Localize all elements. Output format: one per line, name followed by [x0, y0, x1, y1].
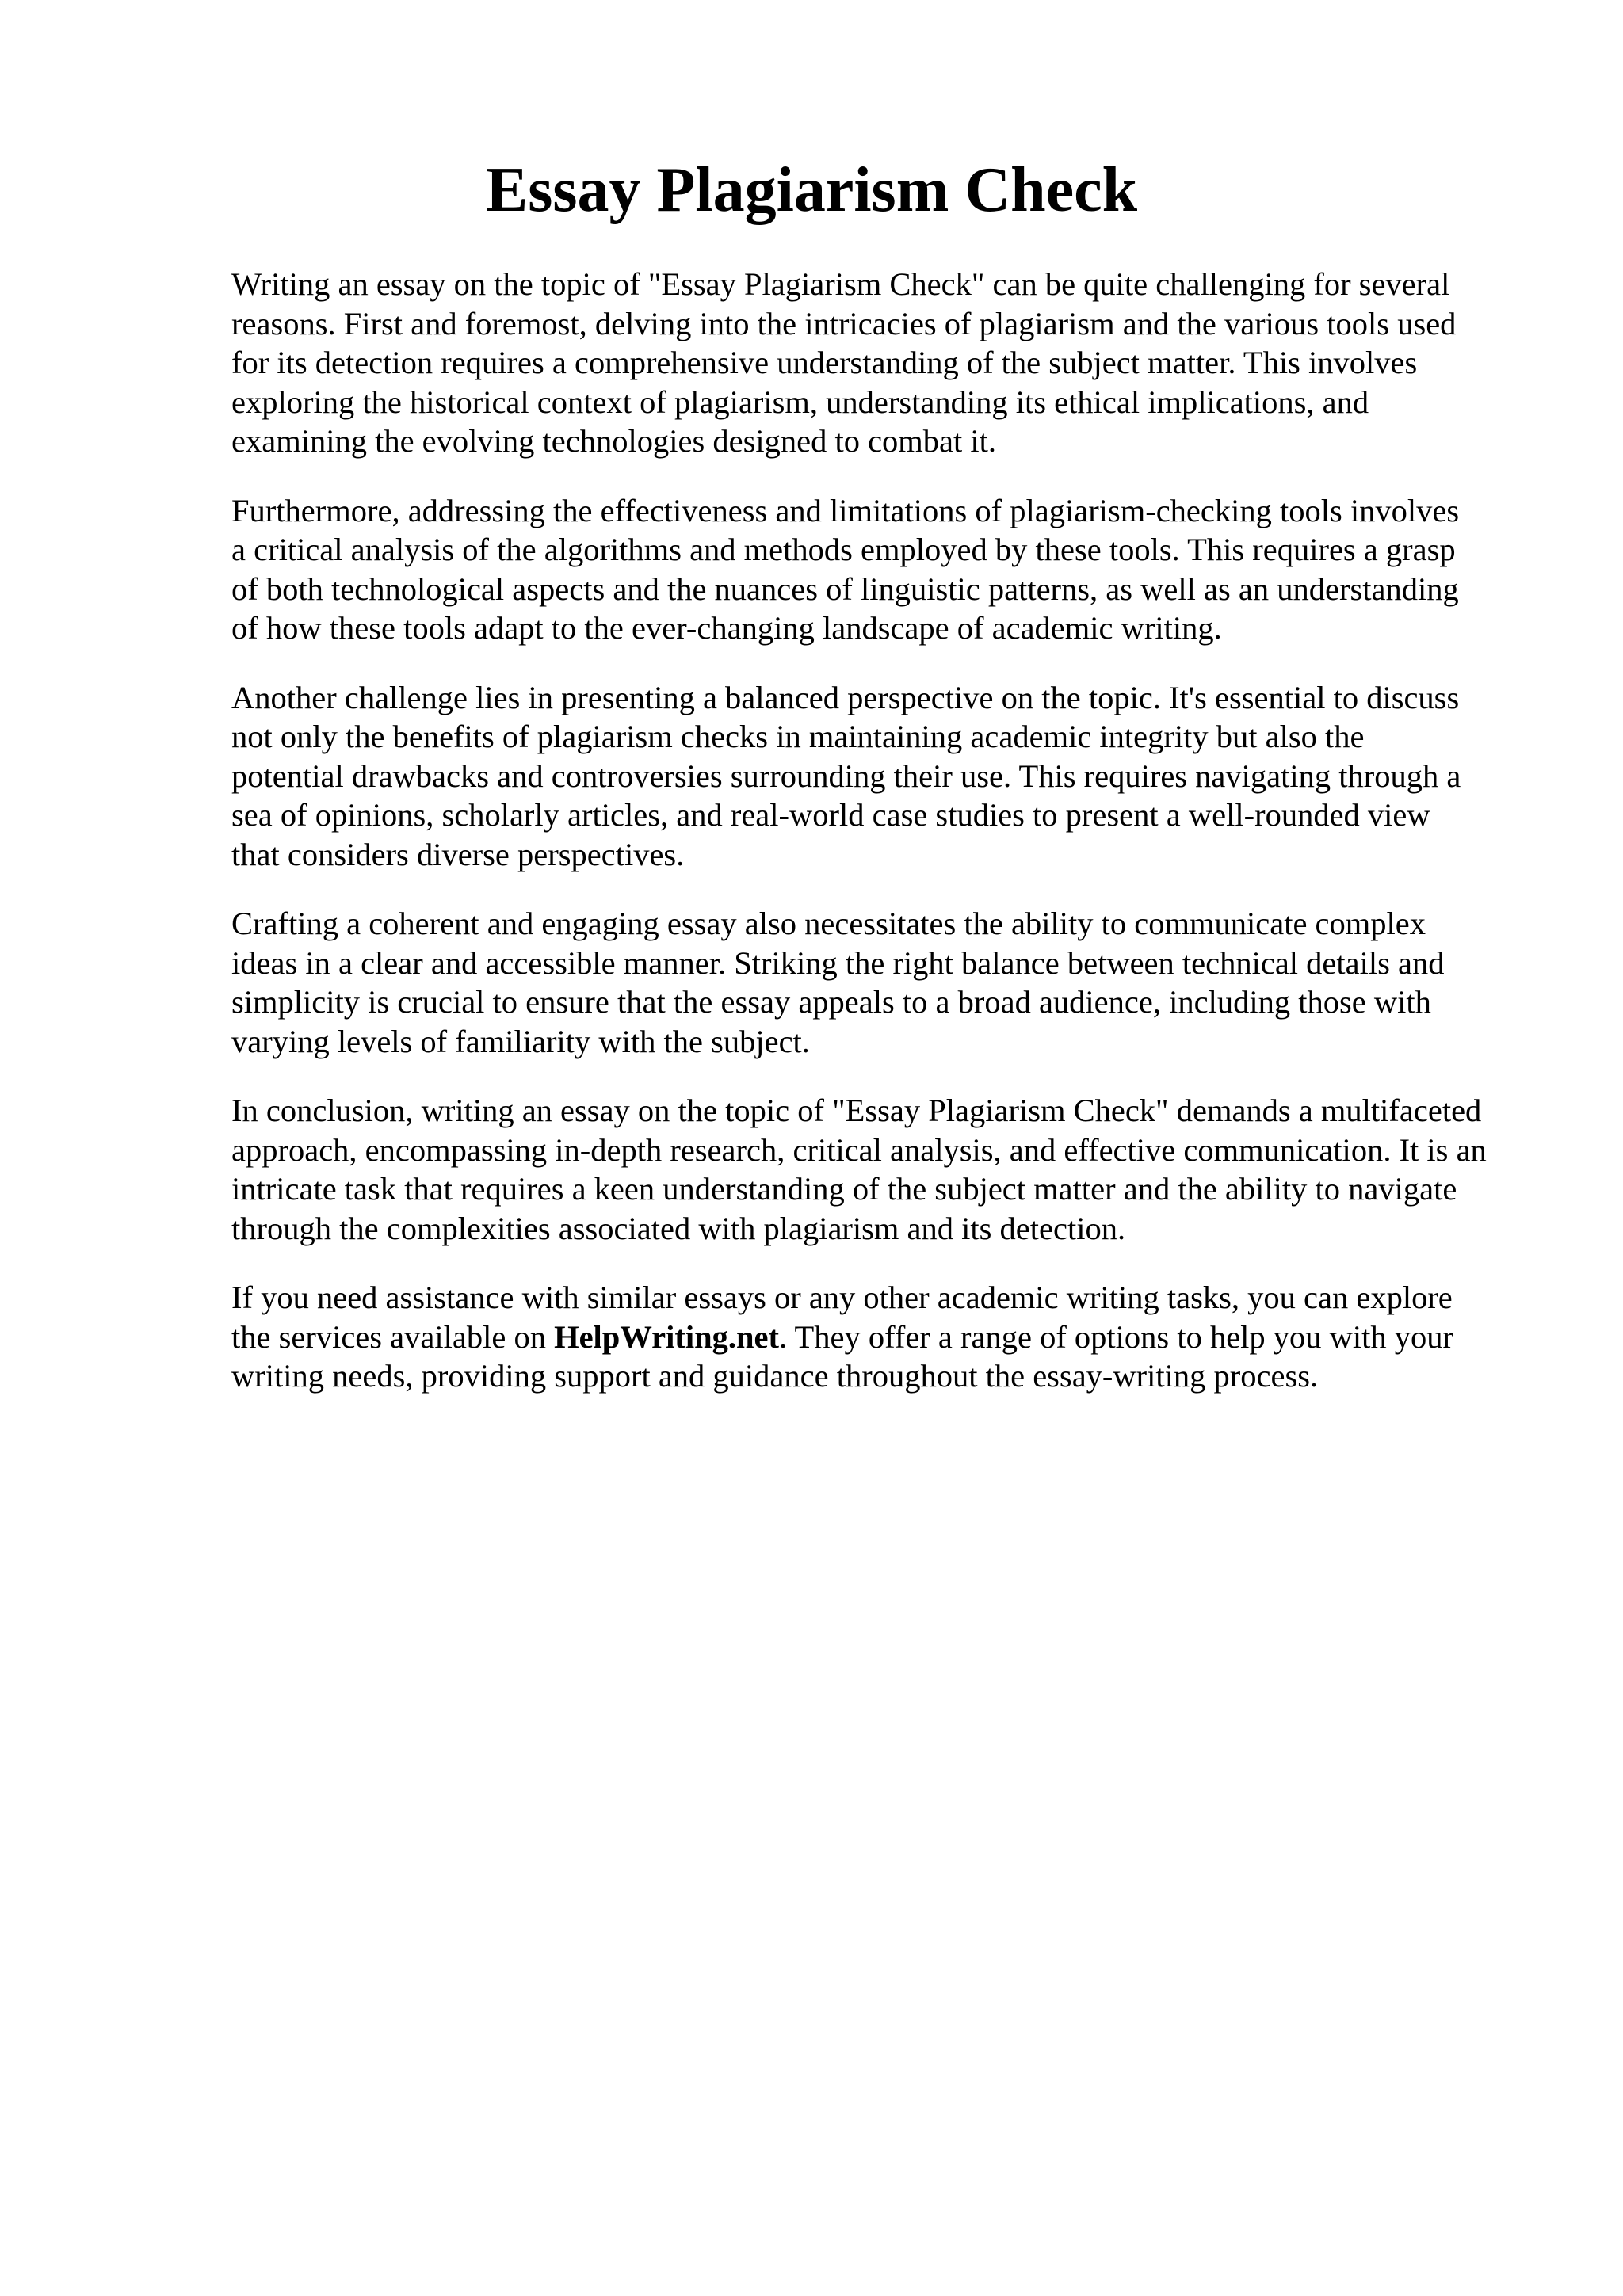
paragraph-line: If you need assistance with similar essays or any other academic writing tasks, you can explore — [231, 1280, 1453, 1315]
paragraph-line: In conclusion, writing an essay on the topic of "Essay Plagiarism Check" demands a multifaceted — [231, 1093, 1482, 1128]
paragraph-line: a critical analysis of the algorithms and methods employed by these tools. This requires a grasp — [231, 532, 1456, 567]
paragraph-line: Furthermore, addressing the effectiveness and limitations of plagiarism-checking tools involves — [231, 492, 1460, 528]
paragraph-line — [231, 1318, 1555, 1357]
paragraph-line: Another challenge lies in presenting a balanced perspective on the topic. It's essential to discuss — [231, 679, 1460, 715]
paragraph-line: writing needs, providing support and guidance throughout the essay-writing process. — [231, 1358, 1319, 1394]
paragraph-line: through the complexities associated with plagiarism and its detection. — [231, 1210, 1126, 1246]
paragraph-3 — [231, 678, 1555, 875]
paragraph-line: that considers diverse perspectives. — [231, 836, 685, 872]
closing-text-after-brand: . They offer a range of options to help you with your — [778, 1318, 1454, 1355]
paragraph-line: of both technological aspects and the nuances of linguistic patterns, as well as an understanding — [231, 570, 1459, 607]
paragraph-line: not only the benefits of plagiarism checks in maintaining academic integrity but also the — [231, 719, 1365, 754]
closing-text-before-brand: the services available on — [231, 1318, 555, 1355]
paragraph-4 — [231, 904, 1555, 1061]
paragraph-line: simplicity is crucial to ensure that the essay appeals to a broad audience, including those with — [231, 984, 1431, 1020]
closing-paragraph — [231, 1278, 1555, 1396]
paragraph-line: potential drawbacks and controversies surrounding their use. This requires navigating through a — [231, 757, 1461, 794]
paragraph-line: examining the evolving technologies designed to combat it. — [231, 423, 997, 459]
paragraph-line: sea of opinions, scholarly articles, and real-world case studies to present a well-rounded view — [231, 797, 1430, 833]
paragraph-line: reasons. First and foremost, delving into the intricacies of plagiarism and the various tools used — [231, 305, 1457, 341]
paragraph-line: approach, encompassing in-depth research, critical analysis, and effective communication. It is an — [231, 1131, 1487, 1168]
document-body — [231, 265, 1555, 1426]
paragraph-line: intricate task that requires a keen understanding of the subject matter and the ability to navigate — [231, 1171, 1457, 1207]
paragraph-line: Writing an essay on the topic of "Essay Plagiarism Check" can be quite challenging for several — [231, 266, 1450, 302]
document-title: Essay Plagiarism Check — [485, 155, 1138, 225]
paragraph-5 — [231, 1091, 1555, 1248]
paragraph-1 — [231, 265, 1555, 461]
paragraph-line: exploring the historical context of plagiarism, understanding its ethical implications, and — [231, 383, 1369, 420]
paragraph-line: varying levels of familiarity with the subject. — [231, 1023, 810, 1059]
paragraph-2 — [231, 491, 1555, 648]
paragraph-line: ideas in a clear and accessible manner. Striking the right balance between technical details and — [231, 944, 1445, 981]
paragraph-line: Crafting a coherent and engaging essay also necessitates the ability to communicate complex — [231, 906, 1426, 941]
brand-name: HelpWriting.net — [554, 1318, 779, 1355]
paragraph-line: for its detection requires a comprehensive understanding of the subject matter. This involves — [231, 345, 1418, 380]
paragraph-line: of how these tools adapt to the ever-changing landscape of academic writing. — [231, 610, 1222, 646]
